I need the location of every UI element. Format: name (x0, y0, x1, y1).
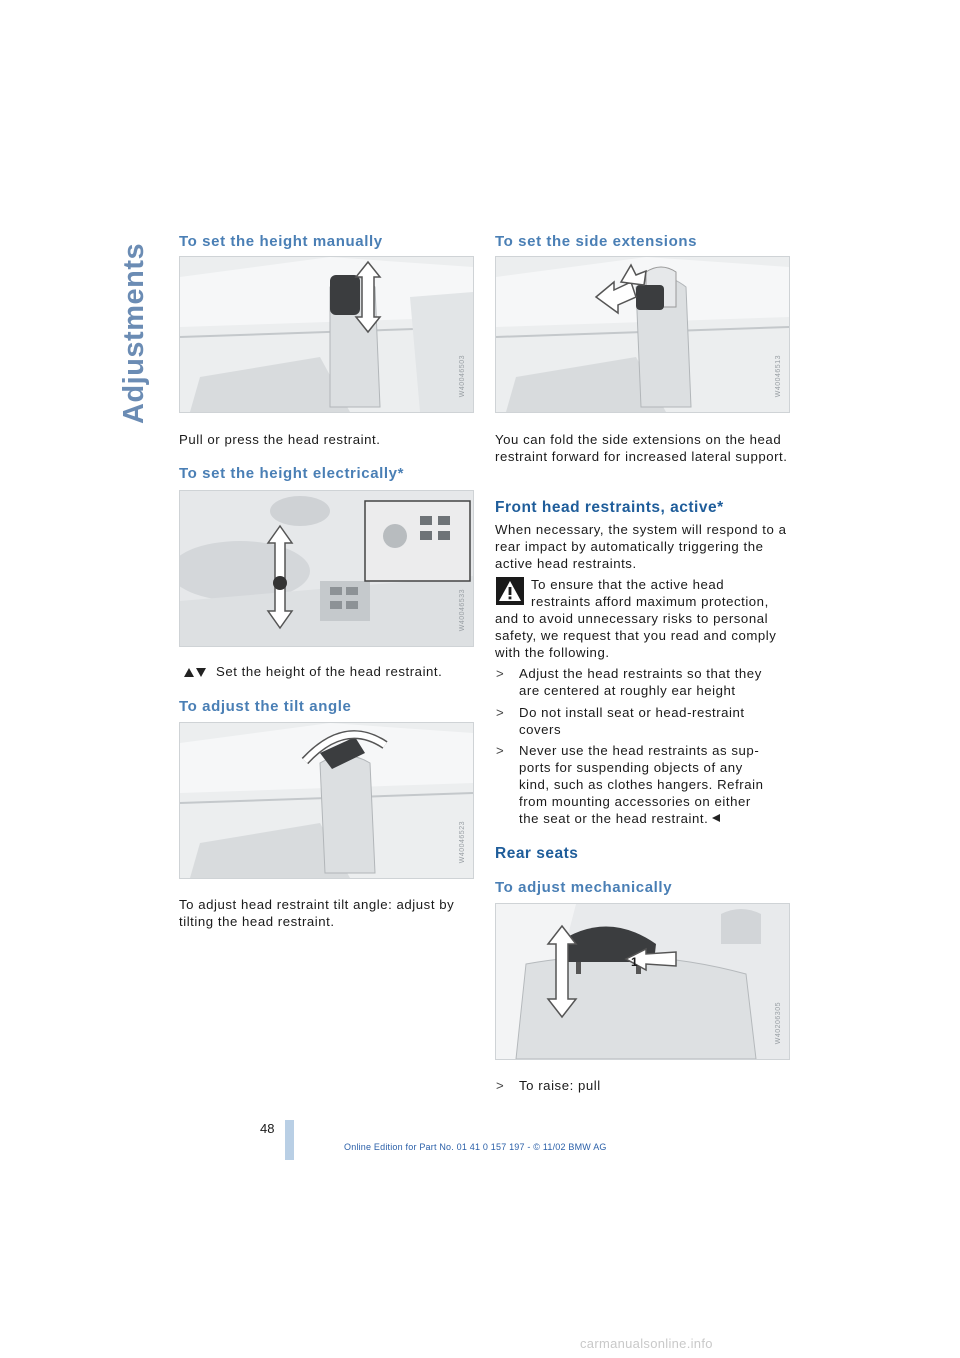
figure-code: W40206305 (775, 1002, 782, 1045)
figure-code: W40046533 (459, 589, 466, 632)
text-height-electric: Set the height of the head restraint. (216, 664, 443, 679)
text-side-extensions: You can fold the side extensions on the head restraint forward for increased lateral support. (495, 432, 788, 464)
warning-text-line2: restraints afford maximum protection, (531, 594, 769, 609)
figure-height-manual (179, 256, 474, 413)
bullet-marker-icon: > (496, 705, 505, 720)
text-tilt-angle: To adjust head restraint tilt angle: adjust by tilting the head restraint. (179, 897, 455, 929)
figure-rear-head-restraint (495, 903, 790, 1060)
figure-code: W40046513 (775, 355, 782, 398)
heading-active-restraints: Front head restraints, active* (495, 499, 724, 516)
list-item: > Do not install seat or head-restraint covers (496, 705, 745, 737)
figure-code: W40046523 (459, 821, 466, 864)
chapter-side-title (118, 228, 158, 428)
text-active-restraints: When necessary, the system will respond to a rear impact by automatically triggering the active head restraints. (495, 522, 787, 571)
text-height-manual: Pull or press the head restraint. (179, 432, 381, 447)
heading-tilt-angle: To adjust the tilt angle (179, 698, 352, 715)
warning-icon (496, 577, 524, 605)
up-down-buttons-icon (180, 665, 210, 679)
watermark: carmanualsonline.info (580, 1336, 713, 1351)
chapter-title-text: Adjustments (118, 242, 150, 424)
heading-rear-seats: Rear seats (495, 845, 579, 862)
figure-side-extensions (495, 256, 790, 413)
footer-edition-text: Online Edition for Part No. 01 41 0 157 197 - © 11/02 BMW AG (344, 1142, 607, 1152)
heading-height-manual: To set the height manually (179, 233, 383, 250)
page-number: 48 (260, 1121, 275, 1136)
end-marker-icon (711, 813, 721, 823)
bullet-marker-icon: > (496, 743, 505, 758)
footer-accent-bar (285, 1120, 294, 1160)
bullet-marker-icon: > (496, 1078, 505, 1093)
warning-text-rest: and to avoid unnecessary risks to personal safety, we request that you read and comply with the following. (495, 611, 777, 660)
warning-text-line1: To ensure that the active head (531, 577, 725, 592)
heading-height-electric: To set the height electrically* (179, 465, 405, 482)
figure-code: W40046503 (459, 355, 466, 398)
figure-height-electric (179, 490, 474, 647)
list-item: > To raise: pull (496, 1078, 601, 1093)
figure-tilt-angle (179, 722, 474, 879)
list-item: > Adjust the head restraints so that they are centered at roughly ear height (496, 666, 762, 698)
heading-side-extensions: To set the side extensions (495, 233, 698, 250)
list-item: > Never use the head restraints as sup-ports for suspending objects of any kind, such as clothes hangers. Refrain from mounting accessories on either the seat or the head restraint. (496, 743, 764, 826)
bullet-marker-icon: > (496, 666, 505, 681)
heading-adjust-mechanically: To adjust mechanically (495, 879, 673, 896)
figure-callout-label: 1 (631, 955, 638, 969)
